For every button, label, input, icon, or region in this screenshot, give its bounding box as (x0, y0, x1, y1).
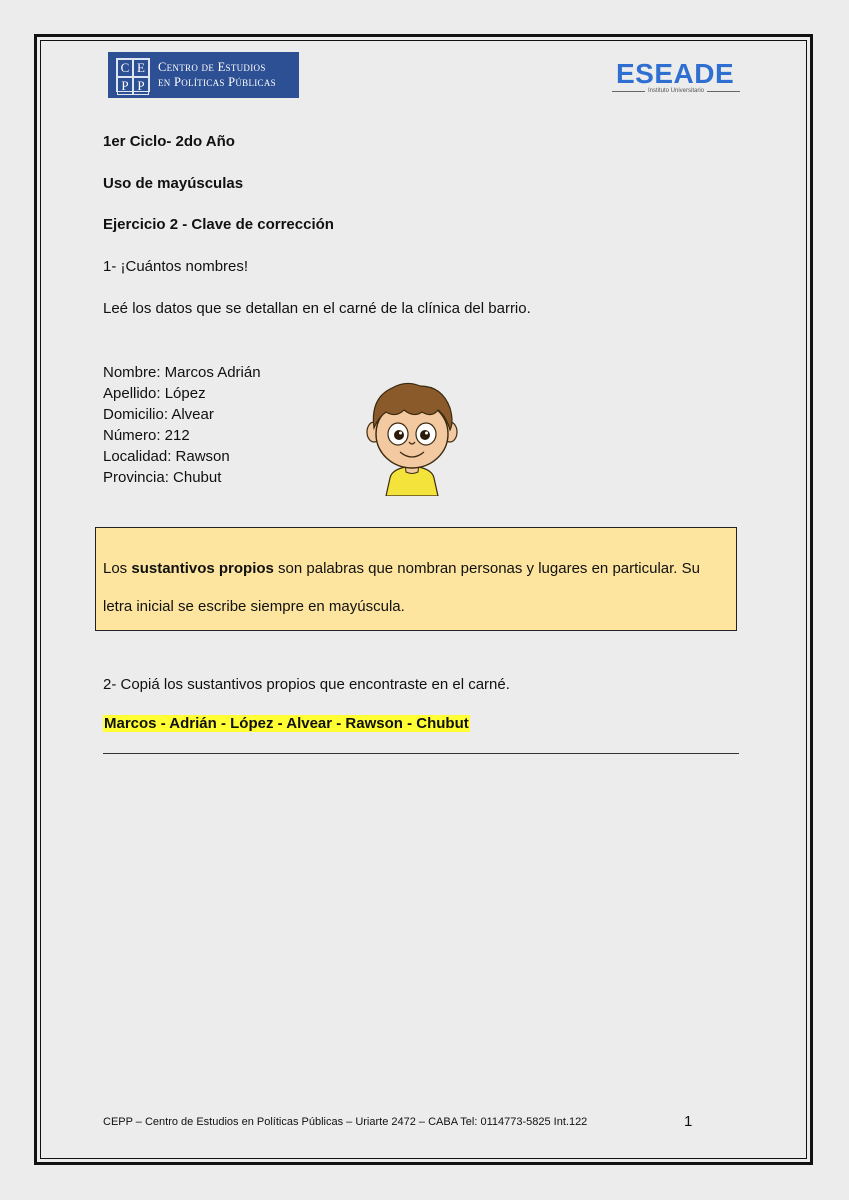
question-1: 1- ¡Cuántos nombres! (103, 258, 249, 275)
carnet-data (103, 362, 261, 488)
cepp-logo-line1: Centro de Estudios (158, 60, 266, 74)
eseade-logo-subtitle-row (612, 88, 740, 94)
page-number: 1 (684, 1113, 693, 1130)
divider (707, 91, 740, 92)
cepp-letter: P (117, 77, 133, 95)
definition-term: sustantivos propios (131, 560, 274, 577)
cepp-letter: P (133, 77, 149, 95)
cepp-logo-mark (116, 58, 150, 92)
question-2: 2- Copiá los sustantivos propios que encontraste en el carné. (103, 676, 510, 693)
cepp-logo-line2: en Políticas Públicas (158, 75, 276, 89)
answer-line (103, 753, 739, 754)
eseade-logo-name: ESEADE (616, 58, 735, 89)
cepp-letter: E (133, 59, 149, 77)
eseade-logo (612, 58, 744, 98)
carnet-line: Número: 212 (103, 427, 190, 444)
topic-heading: Uso de mayúsculas (103, 175, 244, 192)
carnet-line: Localidad: Rawson (103, 448, 230, 465)
cepp-letter: C (117, 59, 133, 77)
carnet-line: Nombre: Marcos Adrián (103, 364, 261, 381)
footer-text: CEPP – Centro de Estudios en Políticas Públicas – Uriarte 2472 – CABA Tel: 0114773-5825 Int.122 (103, 1116, 588, 1128)
carnet-line: Apellido: López (103, 385, 206, 402)
definition-box (95, 527, 737, 631)
question-1-instruction: Leé los datos que se detallan en el carné de la clínica del barrio. (103, 300, 531, 317)
carnet-line: Provincia: Chubut (103, 469, 222, 486)
definition-prefix: Los (103, 560, 132, 577)
carnet-line: Domicilio: Alvear (103, 406, 214, 423)
eseade-logo-subtitle: Instituto Universitario (647, 88, 705, 94)
cycle-heading: 1er Ciclo- 2do Año (103, 133, 235, 150)
definition-text: son palabras que nombran personas y lugares en particular. Su letra inicial se escribe siempre en mayúscula. (103, 560, 700, 615)
divider (612, 91, 645, 92)
cepp-logo-text (158, 60, 276, 90)
exercise-heading: Ejercicio 2 - Clave de corrección (103, 216, 334, 233)
cepp-logo (108, 52, 299, 98)
boy-illustration (362, 378, 462, 496)
answer-highlighted: Marcos - Adrián - López - Alvear - Rawson - Chubut (104, 715, 469, 732)
